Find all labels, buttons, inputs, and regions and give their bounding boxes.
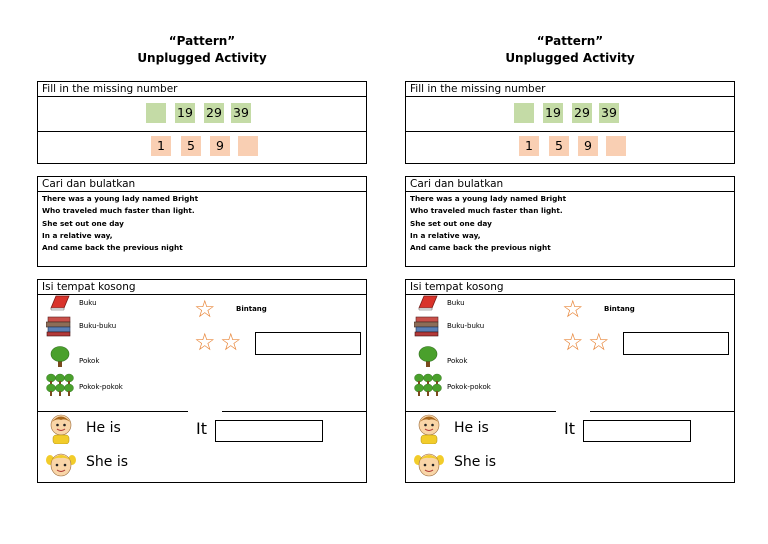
trees-icon: [46, 373, 74, 397]
label-he-is: He is: [454, 420, 489, 436]
star-icon: ☆: [588, 328, 610, 356]
label-buku-buku: Buku-buku: [79, 322, 117, 330]
label-pokok: Pokok: [447, 357, 468, 365]
worksheet-left: [37, 0, 367, 544]
label-pokok-pokok: Pokok-pokok: [79, 383, 123, 391]
poem-line: Who traveled much faster than light.: [410, 206, 563, 216]
label-pokok-pokok: Pokok-pokok: [447, 383, 491, 391]
label-buku-buku: Buku-buku: [447, 322, 485, 330]
worksheet-right: [405, 0, 735, 544]
poem-line: And came back the previous night: [410, 243, 551, 253]
star-icon: ☆: [220, 328, 242, 356]
number-cell: 29: [572, 103, 592, 123]
books-stack-icon: [46, 315, 72, 337]
girl-icon: [414, 452, 444, 478]
number-cell-blank[interactable]: [514, 103, 534, 123]
trees-icon: [414, 373, 442, 397]
boy-icon: [48, 414, 74, 444]
label-buku: Buku: [79, 299, 97, 307]
girl-icon: [46, 452, 76, 478]
word-search-section: [405, 176, 735, 267]
missing-number-section: [405, 81, 735, 164]
poem-line: Who traveled much faster than light.: [42, 206, 195, 216]
number-cell-blank[interactable]: [606, 136, 626, 156]
title-line-2: Unplugged Activity: [505, 51, 635, 65]
title-line-2: Unplugged Activity: [137, 51, 267, 65]
word-search-section: [37, 176, 367, 267]
label-pokok: Pokok: [79, 357, 100, 365]
label-it: It: [564, 419, 575, 438]
label-bintang: Bintang: [604, 305, 635, 313]
number-cell: 5: [181, 136, 201, 156]
section-header: Cari dan bulatkan: [38, 177, 366, 192]
section-header: Cari dan bulatkan: [406, 177, 734, 192]
star-icon: ☆: [562, 295, 584, 323]
section-header: Isi tempat kosong: [38, 280, 366, 295]
answer-box[interactable]: [255, 332, 361, 355]
poem-text: [410, 193, 566, 254]
number-cell-blank[interactable]: [146, 103, 166, 123]
poem-text: [42, 193, 198, 254]
label-she-is: She is: [454, 454, 497, 470]
poem-line: And came back the previous night: [42, 243, 183, 253]
book-icon: [416, 295, 438, 311]
label-she-is: She is: [86, 454, 129, 470]
section-header: Fill in the missing number: [406, 82, 734, 97]
label-it: It: [196, 419, 207, 438]
boy-icon: [416, 414, 442, 444]
section-header: Isi tempat kosong: [406, 280, 734, 295]
number-cell: 29: [204, 103, 224, 123]
fill-blank-section: [405, 279, 735, 483]
worksheet-title: [405, 33, 735, 67]
number-cell: 39: [231, 103, 251, 123]
title-line-1: “Pattern”: [536, 34, 604, 48]
tree-icon: [418, 346, 438, 368]
poem-line: There was a young lady named Bright: [42, 194, 199, 203]
title-line-1: “Pattern”: [168, 34, 236, 48]
number-cell-blank[interactable]: [238, 136, 258, 156]
answer-box[interactable]: [623, 332, 729, 355]
book-icon: [48, 295, 70, 311]
poem-line: She set out one day: [410, 218, 492, 228]
number-cell: 5: [549, 136, 569, 156]
answer-box[interactable]: [215, 420, 323, 442]
tree-icon: [50, 346, 70, 368]
number-cell: 1: [519, 136, 539, 156]
poem-line: In a relative way,: [410, 230, 481, 240]
number-cell: 1: [151, 136, 171, 156]
number-cell: 19: [175, 103, 195, 123]
poem-line: In a relative way,: [42, 230, 113, 240]
poem-line: She set out one day: [42, 218, 124, 228]
fill-blank-section: [37, 279, 367, 483]
missing-number-section: [37, 81, 367, 164]
label-buku: Buku: [447, 299, 465, 307]
label-bintang: Bintang: [236, 305, 267, 313]
poem-line: There was a young lady named Bright: [410, 194, 567, 203]
number-cell: 39: [599, 103, 619, 123]
star-icon: ☆: [562, 328, 584, 356]
number-cell: 19: [543, 103, 563, 123]
star-icon: ☆: [194, 328, 216, 356]
label-he-is: He is: [86, 420, 121, 436]
worksheet-title: [37, 33, 367, 67]
section-header: Fill in the missing number: [38, 82, 366, 97]
answer-box[interactable]: [583, 420, 691, 442]
star-icon: ☆: [194, 295, 216, 323]
number-cell: 9: [210, 136, 230, 156]
books-stack-icon: [414, 315, 440, 337]
number-cell: 9: [578, 136, 598, 156]
